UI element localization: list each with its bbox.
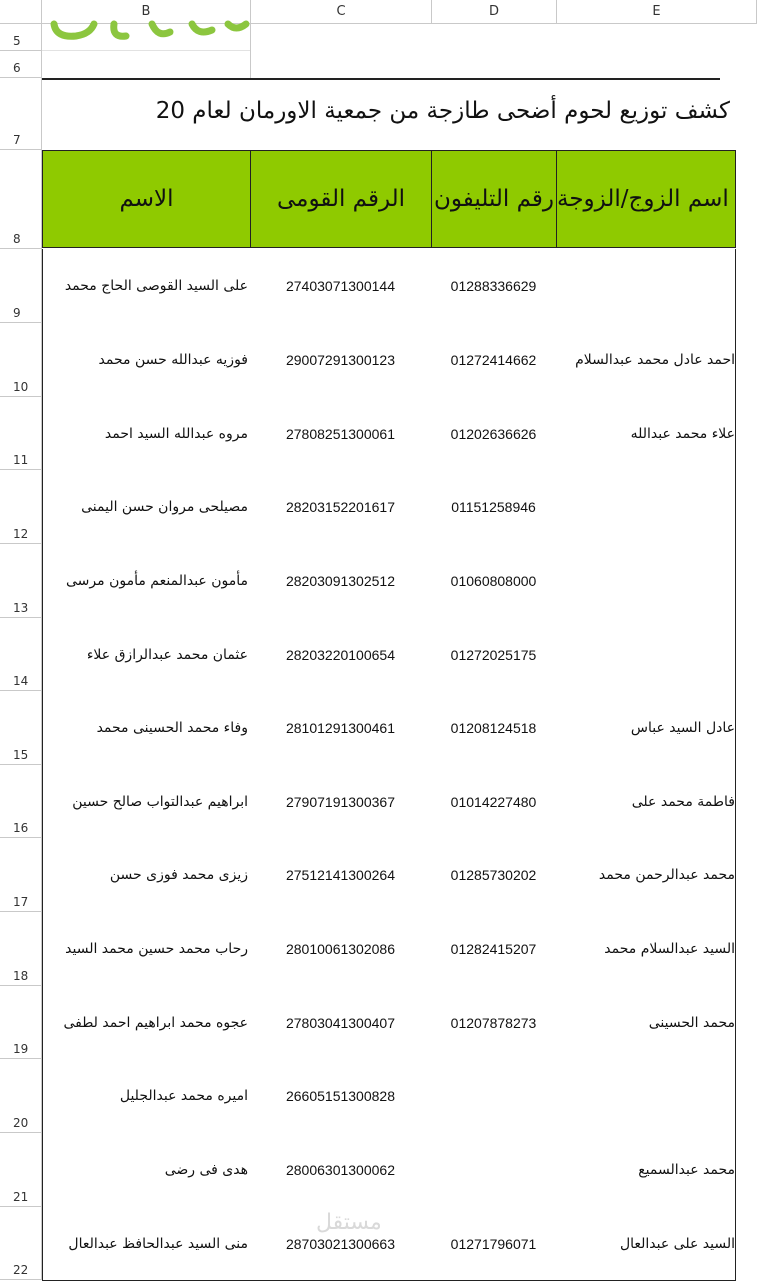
- cell-spouse[interactable]: فاطمة محمد على: [556, 765, 736, 839]
- cell-name[interactable]: رحاب محمد حسين محمد السيد: [42, 912, 251, 987]
- column-header-e[interactable]: E: [557, 0, 757, 24]
- cell-spouse[interactable]: [556, 249, 736, 324]
- column-header-d[interactable]: D: [432, 0, 557, 24]
- cell-national-id[interactable]: 28010061302086: [250, 912, 432, 987]
- row-number: 15: [13, 748, 29, 762]
- cell-phone[interactable]: 01271796071: [431, 1207, 557, 1281]
- row-header[interactable]: [0, 51, 42, 78]
- row-number: 12: [13, 527, 29, 541]
- cell-name[interactable]: وفاء محمد الحسينى محمد: [42, 691, 251, 766]
- gridline: [42, 50, 250, 51]
- watermark: مستقل: [316, 1210, 382, 1235]
- row-number: 22: [13, 1263, 29, 1277]
- cell-spouse[interactable]: علاء محمد عبدالله: [556, 397, 736, 471]
- row-header[interactable]: [0, 986, 42, 1059]
- row-number: 20: [13, 1116, 29, 1130]
- cell-name[interactable]: هدى فى رضى: [42, 1133, 251, 1208]
- cell-phone[interactable]: 01202636626: [431, 397, 557, 471]
- cell-phone[interactable]: 01272025175: [431, 618, 557, 692]
- row-number: 8: [13, 232, 21, 246]
- row-header[interactable]: [0, 323, 42, 397]
- cell-national-id[interactable]: 27403071300144: [250, 249, 432, 324]
- cell-name[interactable]: اميره محمد عبدالجليل: [42, 1059, 251, 1134]
- cell-name[interactable]: عجوه محمد ابراهيم احمد لطفى: [42, 986, 251, 1060]
- row-number: 6: [13, 61, 21, 75]
- cell-spouse[interactable]: محمد الحسينى: [556, 986, 736, 1060]
- cell-spouse[interactable]: احمد عادل محمد عبدالسلام: [556, 323, 736, 398]
- cell-name[interactable]: فوزيه عبدالله حسن محمد: [42, 323, 251, 398]
- cell-phone[interactable]: 01285730202: [431, 838, 557, 913]
- row-header[interactable]: [0, 24, 42, 51]
- cell-name[interactable]: مأمون عبدالمنعم مأمون مرسى: [42, 544, 251, 619]
- cell-spouse[interactable]: عادل السيد عباس: [556, 691, 736, 766]
- row-header[interactable]: [0, 912, 42, 986]
- cell-name[interactable]: عثمان محمد عبدالرازق علاء: [42, 618, 251, 692]
- cell-name[interactable]: زيزى محمد فوزى حسن: [42, 838, 251, 913]
- cell-national-id[interactable]: 29007291300123: [250, 323, 432, 398]
- cell-national-id[interactable]: 27808251300061: [250, 397, 432, 471]
- cell-spouse[interactable]: [556, 618, 736, 692]
- column-header-b[interactable]: B: [42, 0, 251, 24]
- cell-spouse[interactable]: السيد عبدالسلام محمد: [556, 912, 736, 987]
- row-number: 19: [13, 1042, 29, 1056]
- row-number: 11: [13, 453, 29, 467]
- row-header[interactable]: [0, 397, 42, 470]
- cell-national-id[interactable]: 27512141300264: [250, 838, 432, 913]
- cell-phone[interactable]: 01151258946: [431, 470, 557, 545]
- cell-spouse[interactable]: السيد على عبدالعال: [556, 1207, 736, 1281]
- row-header[interactable]: [0, 765, 42, 838]
- cell-national-id[interactable]: 27803041300407: [250, 986, 432, 1060]
- cell-name[interactable]: على السيد القوصى الحاج محمد: [42, 249, 251, 324]
- row-number: 21: [13, 1190, 29, 1204]
- cell-spouse[interactable]: محمد عبدالرحمن محمد: [556, 838, 736, 913]
- row-number: 10: [13, 380, 29, 394]
- row-header[interactable]: [0, 1207, 42, 1280]
- cell-name[interactable]: مصيلحى مروان حسن اليمنى: [42, 470, 251, 545]
- cell-phone[interactable]: 01282415207: [431, 912, 557, 987]
- cell-spouse[interactable]: [556, 1059, 736, 1134]
- header-national-id[interactable]: الرقم القومى: [250, 150, 432, 248]
- cell-phone[interactable]: 01060808000: [431, 544, 557, 619]
- column-header-c[interactable]: C: [251, 0, 432, 24]
- cell-spouse[interactable]: [556, 544, 736, 619]
- row-header[interactable]: [0, 470, 42, 544]
- cell-phone[interactable]: 01272414662: [431, 323, 557, 398]
- cell-phone[interactable]: 01207878273: [431, 986, 557, 1060]
- row-header[interactable]: [0, 838, 42, 912]
- header-name[interactable]: الاسم: [42, 150, 251, 248]
- cell-phone[interactable]: [431, 1133, 557, 1208]
- row-header[interactable]: [0, 1059, 42, 1133]
- row-number: 17: [13, 895, 29, 909]
- cell-name[interactable]: ابراهيم عبدالتواب صالح حسين: [42, 765, 251, 839]
- cell-national-id[interactable]: 28006301300062: [250, 1133, 432, 1208]
- sheet-title: كشف توزيع لحوم أضحى طازجة من جمعية الاورمان لعام 20: [155, 98, 730, 124]
- row-number: 14: [13, 674, 29, 688]
- cell-national-id[interactable]: 28203152201617: [250, 470, 432, 545]
- cell-national-id[interactable]: 28101291300461: [250, 691, 432, 766]
- row-number: 7: [13, 133, 21, 147]
- logo-graphic: [42, 24, 250, 78]
- cell-spouse[interactable]: محمد عبدالسميع: [556, 1133, 736, 1208]
- cell-phone[interactable]: [431, 1059, 557, 1134]
- row-header[interactable]: [0, 691, 42, 765]
- cell-national-id[interactable]: 28203091302512: [250, 544, 432, 619]
- row-number: 9: [13, 306, 21, 320]
- organization-logo: [42, 24, 250, 78]
- row-header[interactable]: [0, 150, 42, 249]
- cell-phone[interactable]: 01208124518: [431, 691, 557, 766]
- row-number: 5: [13, 34, 21, 48]
- row-header[interactable]: [0, 618, 42, 691]
- cell-national-id[interactable]: 27907191300367: [250, 765, 432, 839]
- row-number: 16: [13, 821, 29, 835]
- row-header[interactable]: [0, 544, 42, 618]
- cell-name[interactable]: منى السيد عبدالحافظ عبدالعال: [42, 1207, 251, 1281]
- cell-phone[interactable]: 01288336629: [431, 249, 557, 324]
- cell-national-id[interactable]: 26605151300828: [250, 1059, 432, 1134]
- cell-national-id[interactable]: 28703021300663: [250, 1207, 432, 1281]
- cell-name[interactable]: مروه عبدالله السيد احمد: [42, 397, 251, 471]
- row-header[interactable]: [0, 249, 42, 323]
- select-all-corner[interactable]: [0, 0, 42, 24]
- row-number: 13: [13, 601, 29, 615]
- cell-spouse[interactable]: [556, 470, 736, 545]
- gridline: [250, 24, 251, 78]
- header-phone[interactable]: رقم التليفون: [431, 150, 557, 248]
- row-header[interactable]: [0, 1133, 42, 1207]
- cell-phone[interactable]: 01014227480: [431, 765, 557, 839]
- header-spouse[interactable]: اسم الزوج/الزوجة: [556, 150, 736, 248]
- sheet-title-cell[interactable]: [42, 78, 730, 150]
- row-header[interactable]: [0, 78, 42, 150]
- row-number: 18: [13, 969, 29, 983]
- cell-national-id[interactable]: 28203220100654: [250, 618, 432, 692]
